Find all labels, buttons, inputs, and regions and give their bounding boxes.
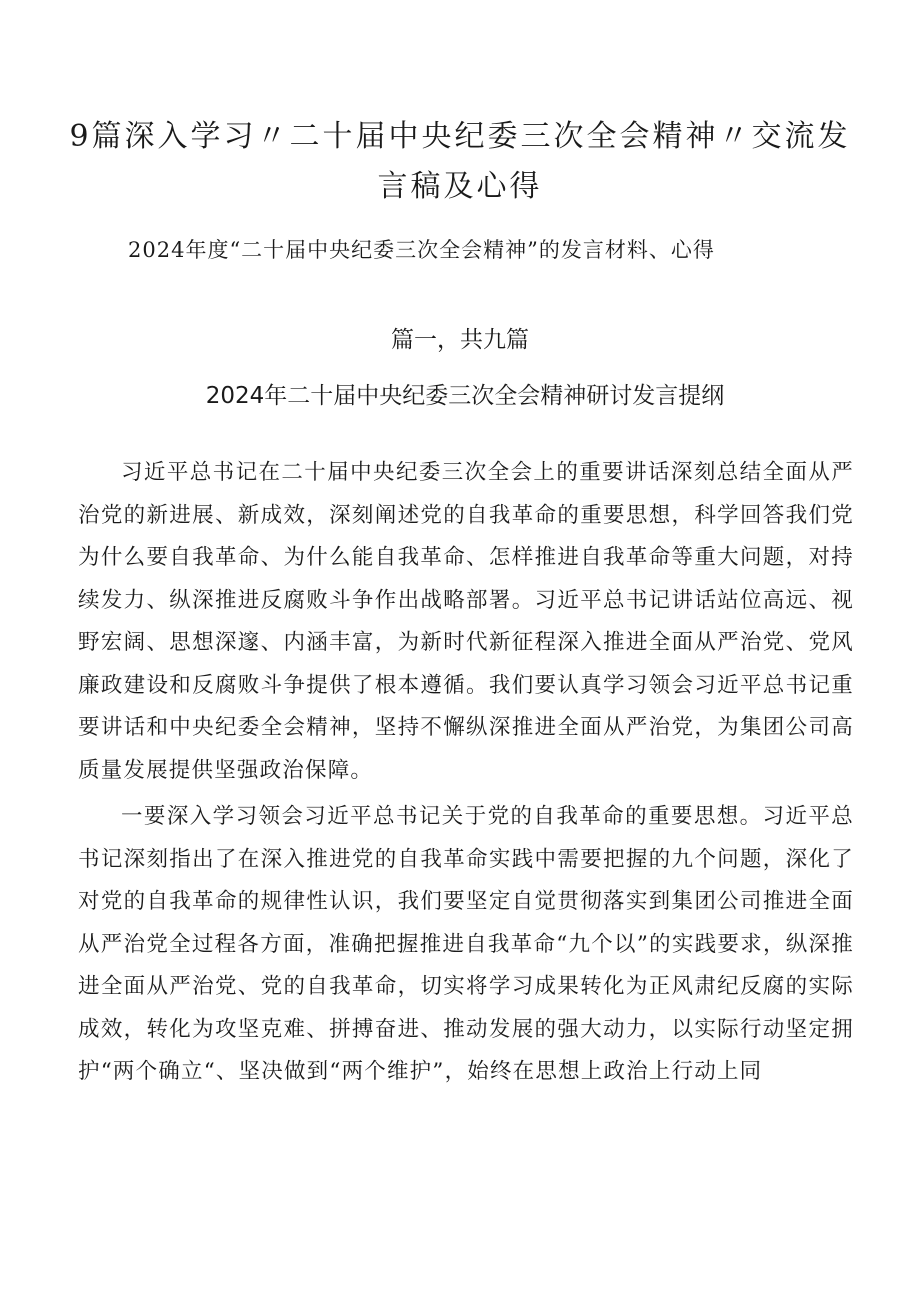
document-title: 9篇深入学习〃二十届中央纪委三次全会精神〃交流发言稿及心得	[69, 119, 851, 204]
body-text	[78, 452, 854, 1098]
document-subtitle: 2024年度“二十届中央纪委三次全会精神”的发言材料、心得	[128, 238, 715, 262]
paragraph: 习近平总书记在二十届中央纪委三次全会上的重要讲话深刻总结全面从严治党的新进展、新成效，深刻阐述党的自我革命的重要思想，科学回答我们党为什么要自我革命、为什么能自我革命、怎样推进自我革命等重大问题，对持续发力、纵深推进反腐败斗争作出战略部署。习近平总书记讲话站位高远、视野宏阔、思想深邃、内涵丰富，为新时代新征程深入推进全面从严治党、党风廉政建设和反腐败斗争提供了根本遵循。我们要认真学习领会习近平总书记重要讲话和中央纪委全会精神，坚持不懈纵深推进全面从严治党，为集团公司高质量发展提供坚强政治保障。	[78, 460, 854, 783]
section-label: 篇一，共九篇	[391, 327, 529, 353]
section-title: 2024年二十届中央纪委三次全会精神研讨发言提纲	[205, 383, 725, 409]
paragraph: 一要深入学习领会习近平总书记关于党的自我革命的重要思想。习近平总书记深刻指出了在深入推进党的自我革命实践中需要把握的九个问题，深化了对党的自我革命的规律性认识，我们要坚定自觉贯彻落实到集团公司推进全面从严治党全过程各方面，准确把握推进自我革命“九个以”的实践要求，纵深推进全面从严治党、党的自我革命，切实将学习成果转化为正风肃纪反腐的实际成效，转化为攻坚克难、拼搏奋进、推动发展的强大动力，以实际行动坚定拥护“两个确立“、坚决做到“两个维护”，始终在思想上政治上行动上同	[78, 804, 854, 1084]
